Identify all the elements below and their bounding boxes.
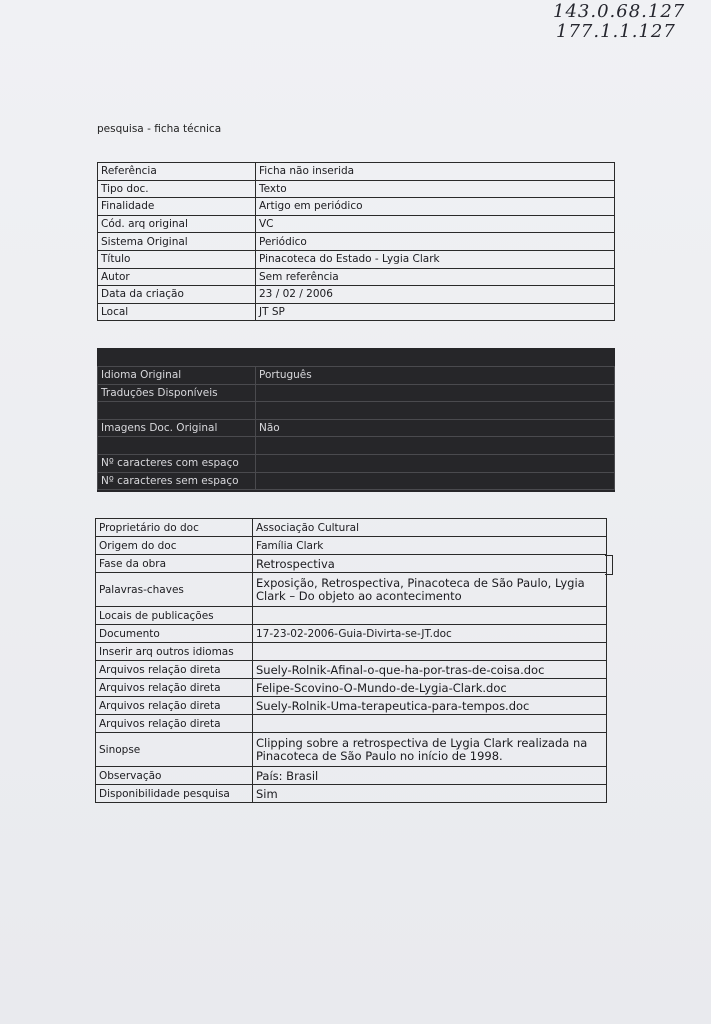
field-label: Arquivos relação direta: [96, 697, 253, 715]
table-row: [96, 643, 607, 661]
field-value: Texto: [256, 180, 615, 198]
field-value: Exposição, Retrospectiva, Pinacoteca de São Paulo, Lygia Clark – Do objeto ao acontecimento: [253, 573, 607, 607]
table-row: [98, 233, 615, 251]
table-row: [96, 661, 607, 679]
table-row: [96, 573, 607, 607]
table-row: [98, 419, 615, 437]
field-label: Disponibilidade pesquisa: [96, 785, 253, 803]
field-value: VC: [256, 215, 615, 233]
table-row: [96, 697, 607, 715]
table-row: [96, 785, 607, 803]
field-label: Tipo doc.: [98, 180, 256, 198]
field-label: Local: [98, 303, 256, 321]
field-label: Arquivos relação direta: [96, 679, 253, 697]
handwritten-code-1: 143.0.68.127: [553, 1, 686, 22]
table-row: [98, 384, 615, 402]
table-row: [96, 679, 607, 697]
field-label: Sinopse: [96, 733, 253, 767]
field-value: Não: [256, 419, 615, 437]
field-label: Arquivos relação direta: [96, 715, 253, 733]
field-value: [256, 402, 615, 420]
field-label: Traduções Disponíveis: [98, 384, 256, 402]
language-table: [97, 366, 615, 490]
field-value: Felipe-Scovino-O-Mundo-de-Lygia-Clark.doc: [253, 679, 607, 697]
field-label: Data da criação: [98, 286, 256, 304]
field-value: [256, 437, 615, 455]
field-label: Inserir arq outros idiomas: [96, 643, 253, 661]
field-label: Nº caracteres sem espaço: [98, 472, 256, 490]
field-label: Idioma Original: [98, 367, 256, 385]
field-value: 17-23-02-2006-Guia-Divirta-se-JT.doc: [253, 625, 607, 643]
table-row: [96, 555, 607, 573]
field-label: Locais de publicações: [96, 607, 253, 625]
field-value: Retrospectiva: [253, 555, 607, 573]
field-value: [253, 607, 607, 625]
field-label: Proprietário do doc: [96, 519, 253, 537]
field-value: Artigo em periódico: [256, 198, 615, 216]
field-label: Referência: [98, 163, 256, 181]
table-row: [96, 607, 607, 625]
table-row: [96, 537, 607, 555]
table-row: [98, 437, 615, 455]
field-value: Ficha não inserida: [256, 163, 615, 181]
table-row: [98, 286, 615, 304]
field-value: Associação Cultural: [253, 519, 607, 537]
field-label: Arquivos relação direta: [96, 661, 253, 679]
field-label: Autor: [98, 268, 256, 286]
table-row: [98, 198, 615, 216]
field-label: Palavras-chaves: [96, 573, 253, 607]
field-label: Fase da obra: [96, 555, 253, 573]
page-title: pesquisa - ficha técnica: [97, 123, 222, 135]
table-row: [98, 250, 615, 268]
table-row: [96, 625, 607, 643]
field-value: Suely-Rolnik-Uma-terapeutica-para-tempos.doc: [253, 697, 607, 715]
field-value: Clipping sobre a retrospectiva de Lygia Clark realizada na Pinacoteca de São Paulo no início de 1998.: [253, 733, 607, 767]
field-label: [98, 402, 256, 420]
field-label: Título: [98, 250, 256, 268]
table-row: [98, 215, 615, 233]
table-row: [96, 715, 607, 733]
reference-table: [97, 162, 615, 321]
table-row: [98, 268, 615, 286]
field-value: País: Brasil: [253, 767, 607, 785]
field-value: Português: [256, 367, 615, 385]
field-value: Pinacoteca do Estado - Lygia Clark: [256, 250, 615, 268]
field-label: Imagens Doc. Original: [98, 419, 256, 437]
table-row: [96, 519, 607, 537]
field-label: Finalidade: [98, 198, 256, 216]
table-row: [98, 163, 615, 181]
table-row: [98, 454, 615, 472]
table-row: [98, 180, 615, 198]
field-value: Família Clark: [253, 537, 607, 555]
field-label: Documento: [96, 625, 253, 643]
cell-border-extension: [605, 555, 613, 575]
table-row: [98, 303, 615, 321]
document-details-table: [95, 518, 607, 803]
table-row: [98, 472, 615, 490]
table-row: [98, 402, 615, 420]
handwritten-code-2: 177.1.1.127: [556, 21, 676, 42]
field-value: Sem referência: [256, 268, 615, 286]
field-label: Observação: [96, 767, 253, 785]
field-value: [256, 384, 615, 402]
table-row: [98, 367, 615, 385]
table-row: [96, 733, 607, 767]
field-label: Cód. arq original: [98, 215, 256, 233]
field-value: [253, 715, 607, 733]
field-value: [256, 472, 615, 490]
field-value: Sim: [253, 785, 607, 803]
field-label: Sistema Original: [98, 233, 256, 251]
table-row: [96, 767, 607, 785]
field-value: Suely-Rolnik-Afinal-o-que-ha-por-tras-de-coisa.doc: [253, 661, 607, 679]
field-value: 23 / 02 / 2006: [256, 286, 615, 304]
field-value: [253, 643, 607, 661]
field-label: Origem do doc: [96, 537, 253, 555]
field-value: [256, 454, 615, 472]
field-label: [98, 437, 256, 455]
field-value: Periódico: [256, 233, 615, 251]
field-value: JT SP: [256, 303, 615, 321]
field-label: Nº caracteres com espaço: [98, 454, 256, 472]
